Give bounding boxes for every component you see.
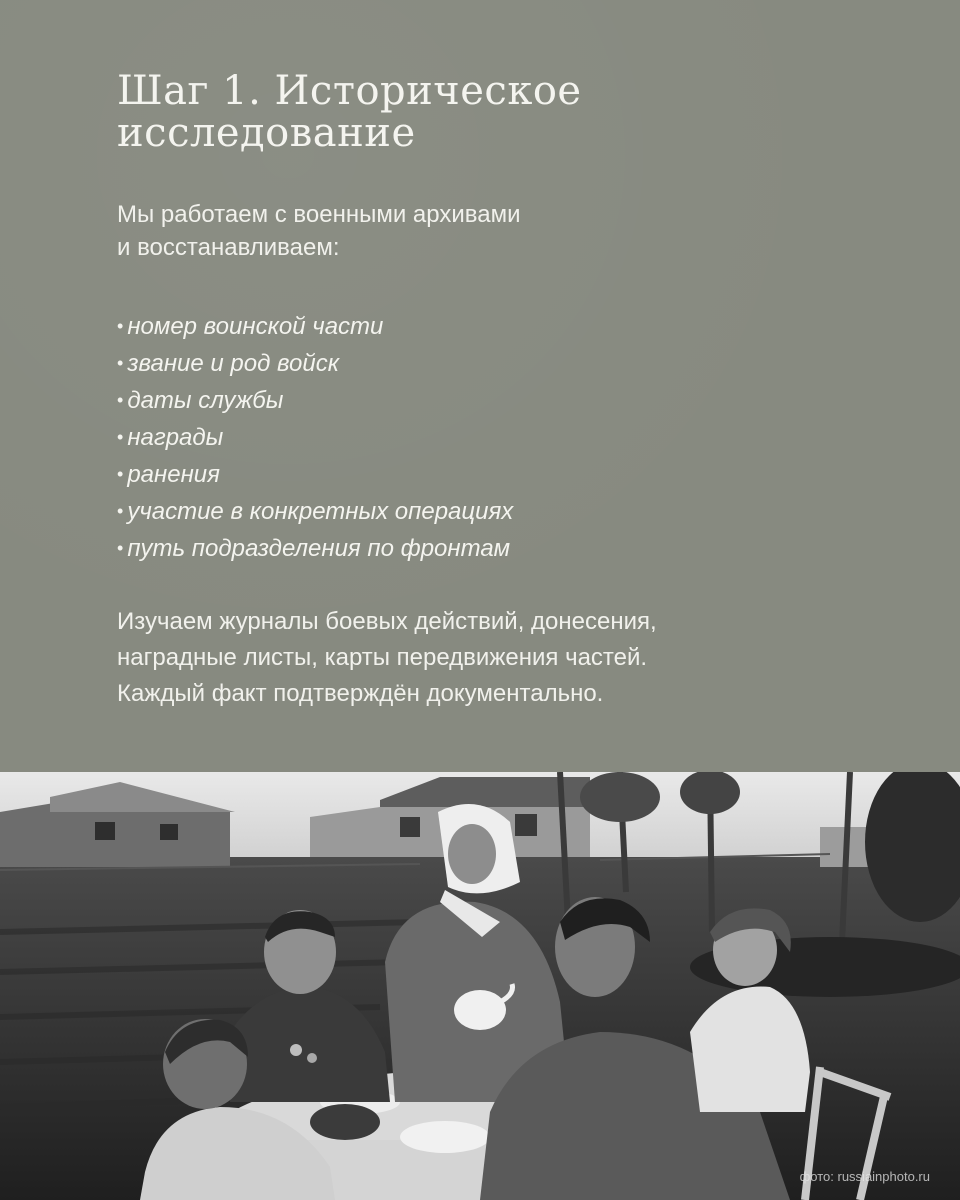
bullet-icon: • — [117, 316, 124, 336]
page-title — [117, 70, 837, 154]
list-item: • даты службы — [117, 387, 284, 414]
intro-line-2: и восстанавливаем: — [117, 234, 340, 261]
bullet-icon: • — [117, 353, 124, 373]
list-item: • ранения — [117, 461, 220, 488]
outro-line-1: Изучаем журналы боевых действий, донесения, — [117, 608, 657, 635]
outro-line-3: Каждый факт подтверждён документально. — [117, 680, 604, 707]
list-item: • участие в конкретных операциях — [117, 498, 514, 525]
intro-line-1: Мы работаем с военными архивами — [117, 201, 521, 228]
list-item: • номер воинской части — [117, 313, 384, 340]
restored-items-list — [117, 308, 877, 567]
list-item: • награды — [117, 424, 224, 451]
bullet-icon: • — [117, 501, 124, 521]
outro-line-2: наградные листы, карты передвижения частей. — [117, 644, 648, 671]
list-item: • звание и род войск — [117, 350, 340, 377]
bullet-icon: • — [117, 538, 124, 558]
family-table-photo-illustration — [0, 772, 960, 1200]
list-item: • путь подразделения по фронтам — [117, 535, 511, 562]
intro-paragraph — [117, 198, 837, 264]
outro-paragraph — [117, 604, 917, 712]
title-line-1: Шаг 1. Историческое — [117, 68, 582, 114]
bullet-icon: • — [117, 464, 124, 484]
photo-credit: фото: russiainphoto.ru — [799, 1169, 930, 1184]
bullet-icon: • — [117, 390, 124, 410]
bullet-icon: • — [117, 427, 124, 447]
historical-photo — [0, 772, 960, 1200]
title-line-2: исследование — [117, 110, 416, 156]
